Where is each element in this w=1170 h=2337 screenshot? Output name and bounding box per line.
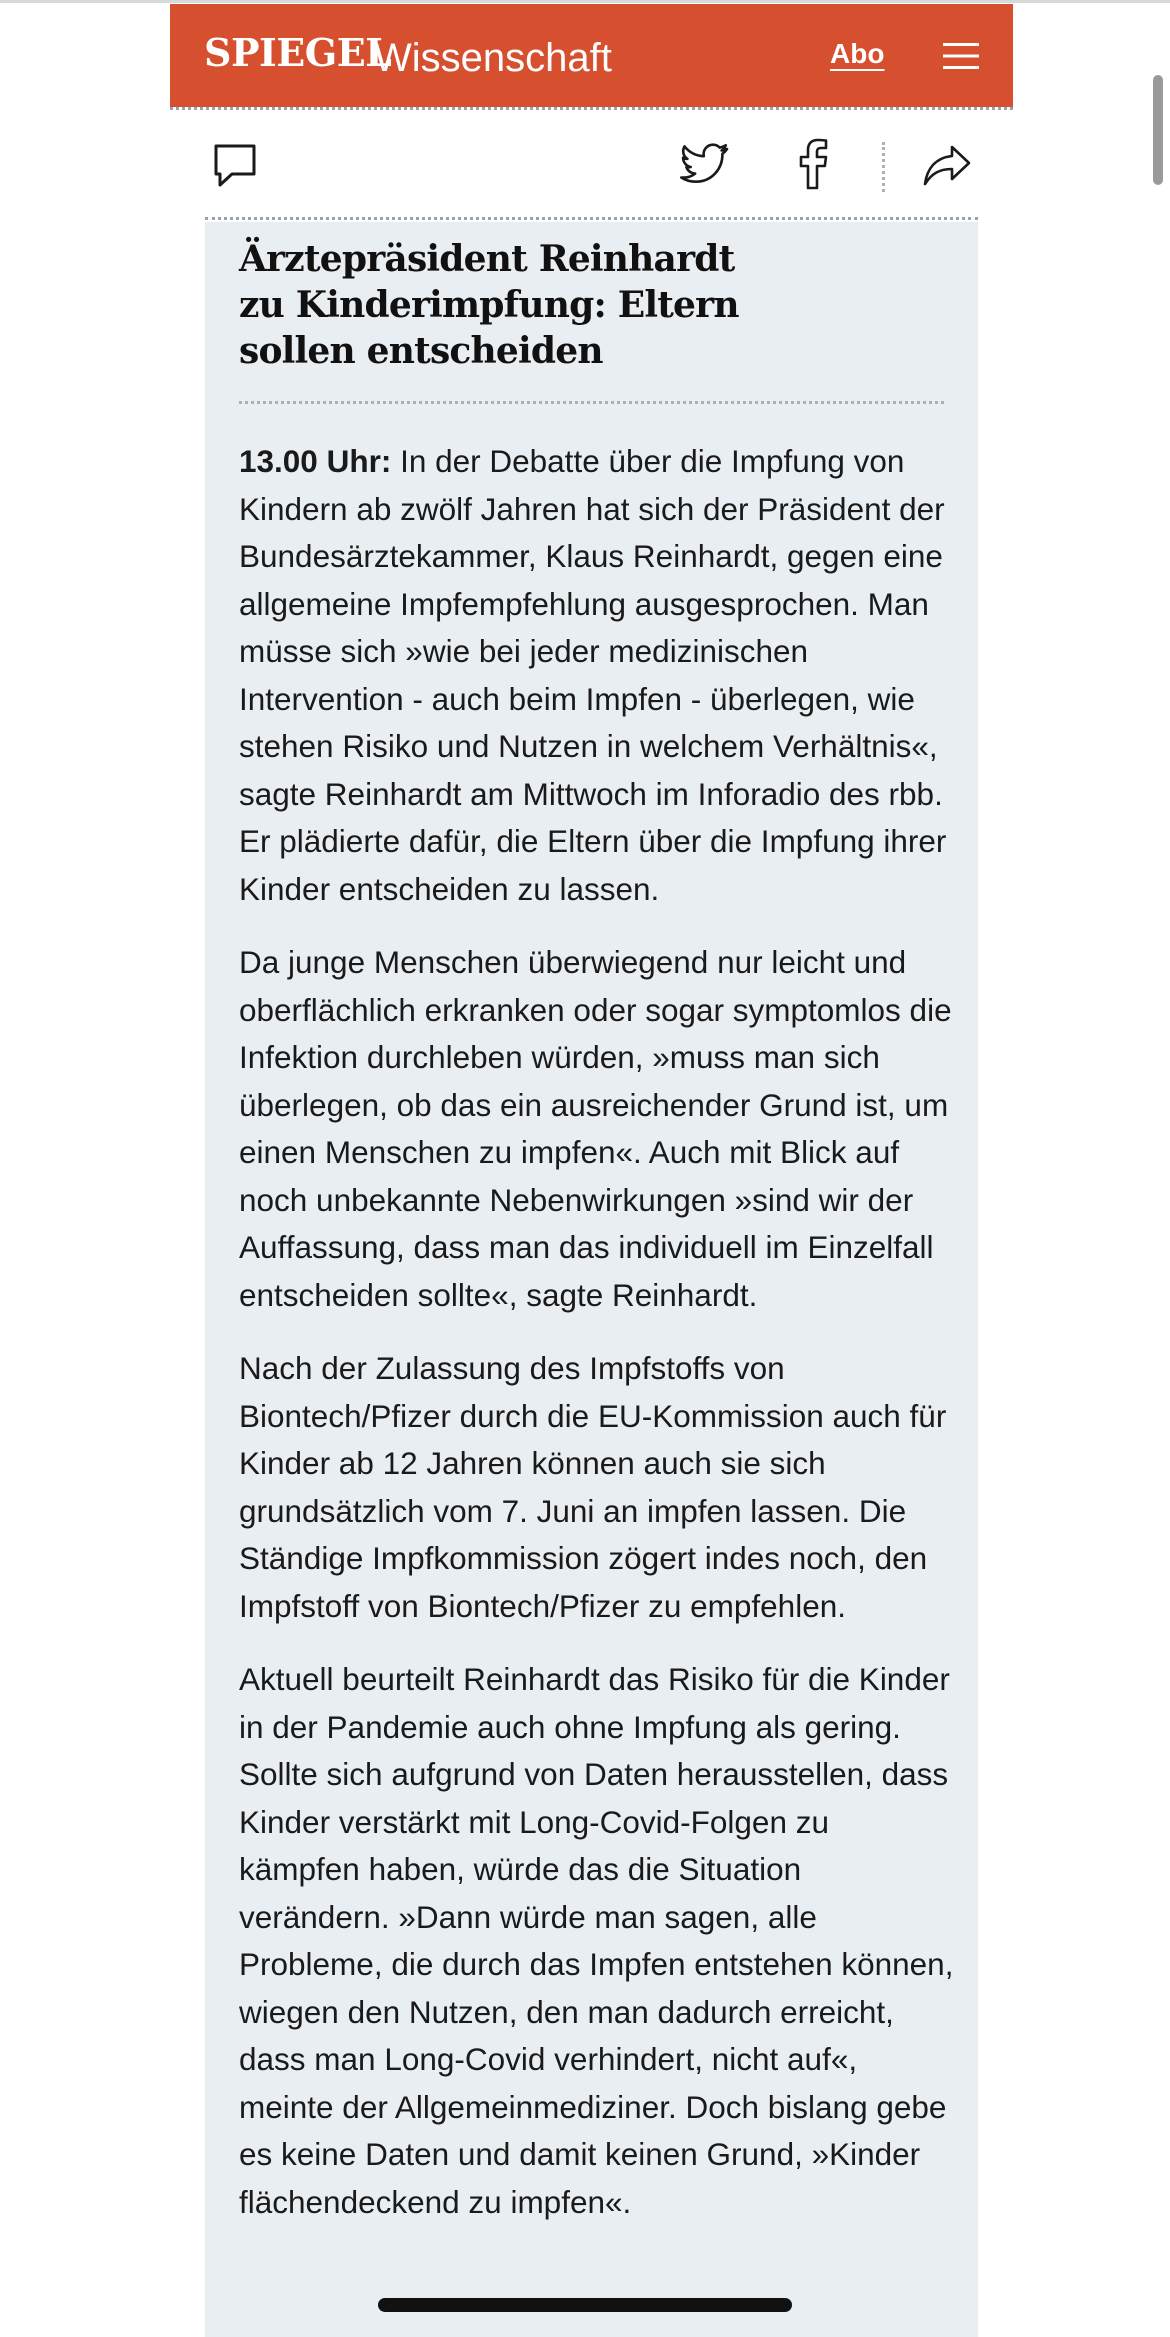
toolbar-divider (205, 217, 978, 220)
top-divider (0, 0, 1170, 3)
home-indicator (378, 2298, 792, 2312)
comment-icon[interactable] (212, 142, 258, 193)
article-toolbar (170, 112, 1013, 215)
header-divider (170, 107, 1013, 110)
paragraph-3: Nach der Zulassung des Impfstoffs von Biontech/Pfizer durch die EU-Kommission auch für Kinder ab 12 Jahren können auch sie sich grundsätzlich vom 7. Juni an impfen lassen. Die Ständige Impfkommission zögert indes noch, den Impfstoff von Biontech/Pfizer zu empfehlen. (239, 1350, 947, 1624)
paragraph-4: Aktuell beurteilt Reinhardt das Risiko für die Kinder in der Pandemie auch ohne Impfung als gering. Sollte sich aufgrund von Daten herausstellen, dass Kinder verstärkt mit Long-Covid-Folgen zu kämpfen haben, würde das die Situation verändern. »Dann würde man sagen, alle Probleme, die durch das Impfen entstehen können, wiegen den Nutzen, den man dadurch erreicht, dass man Long-Covid verhindert, nicht auf«, meinte der Allgemeinmediziner. Doch bislang gebe es keine Daten und damit keinen Grund, »Kinder flächendeckend zu impfen«. (239, 1661, 954, 2220)
abo-link[interactable]: Abo (830, 38, 885, 69)
entry-headline: Ärztepräsident Reinhardt zu Kinderimpfung: Eltern sollen entscheiden (239, 238, 739, 372)
section-title[interactable]: Wissenschaft (374, 36, 612, 80)
headline-divider (239, 401, 944, 404)
brand-logo[interactable]: SPIEGEL (204, 30, 392, 75)
live-ticker-entry (205, 222, 978, 2337)
timestamp: 13.00 Uhr: (239, 443, 392, 479)
twitter-icon[interactable] (680, 142, 730, 193)
hamburger-menu-icon[interactable] (943, 41, 979, 71)
paragraph-1-text: In der Debatte über die Impfung von Kindern ab zwölf Jahren hat sich der Präsident der Bundesärztekammer, Klaus Reinhardt, gegen eine allgemeine Impfempfehlung ausgesprochen. Man müsse sich »wie bei jeder medizinischen Intervention - auch beim Impfen - überlegen, wie stehen Risiko und Nutzen in welchem Verhältnis«, sagte Reinhardt am Mittwoch im Inforadio des rbb. Er plädierte dafür, die Eltern über die Impfung ihrer Kinder entscheiden zu lassen. (239, 443, 947, 907)
facebook-icon[interactable] (798, 138, 832, 195)
share-icon[interactable] (922, 144, 972, 193)
paragraph-2: Da junge Menschen überwiegend nur leicht und oberflächlich erkranken oder sogar symptomlos die Infektion durchleben würden, »muss man sich überlegen, ob das ein ausreichender Grund ist, um einen Menschen zu impfen«. Auch mit Blick auf noch unbekannte Nebenwirkungen »sind wir der Auffassung, dass man das individuell im Einzelfall entscheiden sollte«, sagte Reinhardt. (239, 944, 952, 1313)
scrollbar[interactable] (1153, 75, 1163, 185)
entry-body (239, 438, 954, 2252)
site-header (170, 4, 1013, 107)
toolbar-separator (882, 142, 885, 192)
paragraph-1 (239, 438, 954, 913)
